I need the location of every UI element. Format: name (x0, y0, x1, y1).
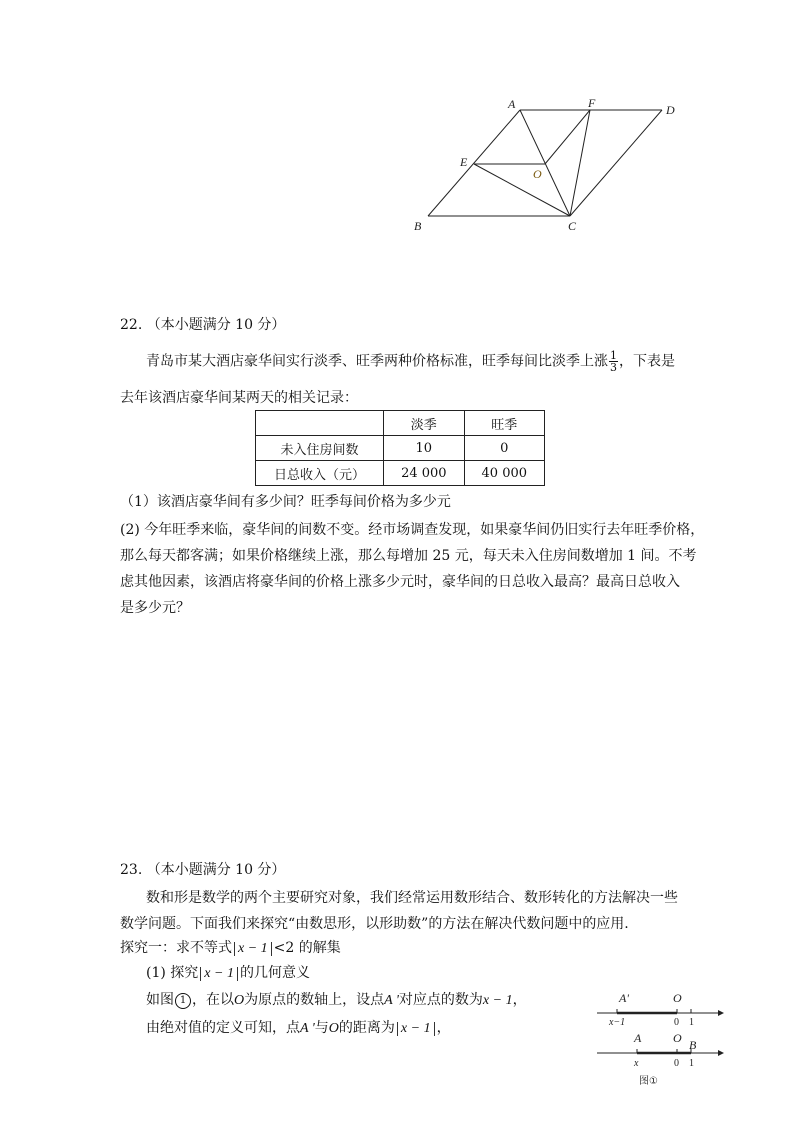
explore-one (120, 938, 341, 958)
label-zero: 0 (674, 1017, 679, 1028)
segment-AB (428, 110, 520, 216)
label-x: x (634, 1058, 639, 1069)
q23-intro-line2: 数学问题。下面我们来探究“由数思形，以形助数”的方法在解决代数问题中的应用. (120, 916, 629, 932)
label-one: 1 (689, 1017, 694, 1028)
number-line-figure (595, 985, 735, 1090)
label-A: A (634, 1031, 642, 1045)
label-C: C (568, 219, 577, 233)
q23-title (120, 860, 285, 880)
segment-FO (545, 110, 590, 164)
abs-expression: x − 1 (397, 1022, 435, 1036)
text-fragment: 与 (314, 1020, 329, 1036)
label-O: O (673, 991, 682, 1005)
q23-header: （本小题满分 10 分） (146, 862, 286, 878)
figure-text-line1 (146, 990, 527, 1011)
q22-sub1: （1）该酒店豪华间有多少间？旺季每间价格为多少元 (120, 494, 451, 510)
q22-sub2-line3: 虑其他因素，该酒店将豪华间的价格上涨多少元时，豪华间的日总收入最高？最高日总收入 (120, 574, 680, 590)
q23-intro-line1: 数和形是数学的两个主要研究对象，我们经常运用数形结合、数形转化的方法解决一些 (146, 890, 678, 906)
label-B: B (689, 1038, 697, 1052)
label-D: D (666, 103, 675, 117)
table-cell: 0 (464, 436, 544, 461)
table-cell: 24 000 (384, 461, 464, 486)
segment-FC (570, 110, 590, 216)
math-var: O (328, 1021, 339, 1036)
table-cell: 10 (384, 436, 464, 461)
abs-expression: x − 1 (200, 967, 238, 981)
q22-sub2-line1: (2) 今年旺季来临，豪华间的间数不变。经市场调查发现，如果豪华间仍旧实行去年旺季价格， (120, 522, 705, 538)
q22-para1-a: 青岛市某大酒店豪华间实行淡季、旺季两种价格标准，旺季每间比淡季上涨 (146, 353, 608, 370)
label-A: A (508, 97, 516, 111)
math-var: O (234, 993, 245, 1008)
text-fragment: 对应点的数为 (398, 992, 483, 1008)
math-var: A ' (300, 1021, 315, 1036)
q22-para2: 去年该酒店豪华间某两天的相关记录： (120, 390, 358, 406)
segment-CD (570, 110, 662, 216)
text-fragment: ， (512, 992, 527, 1008)
circled-number: 1 (175, 993, 191, 1009)
q23-number: 23. (120, 862, 143, 878)
label-x-minus-1: x−1 (609, 1017, 626, 1028)
record-table (255, 410, 545, 486)
table-cell: 40 000 (464, 461, 544, 486)
q22-title (120, 315, 285, 335)
q22-para1 (146, 350, 675, 373)
label-zero: 0 (674, 1058, 679, 1069)
text-fragment: 的距离为 (338, 1020, 395, 1036)
segment-AC (520, 110, 570, 216)
fraction-one-third: $\frac{1}{3}$ (610, 349, 617, 374)
label-O: O (533, 167, 542, 181)
label-O: O (673, 1031, 682, 1045)
table-cell: 日总收入（元） (256, 461, 384, 486)
segment-EC (474, 164, 570, 216)
table-cell: 未入住房间数 (256, 436, 384, 461)
parallelogram-figure (400, 90, 700, 240)
label-E: E (460, 155, 468, 169)
step-one-label: (1) 探究 (146, 965, 199, 981)
table-header-row (256, 411, 545, 436)
q22-para1-b: ，下表是 (619, 353, 675, 370)
text-fragment: 如图 (146, 992, 174, 1008)
table-cell (256, 411, 384, 436)
table-cell: 淡季 (384, 411, 464, 436)
figure-caption: 图① (639, 1076, 658, 1087)
abs-expression: x − 1 (234, 942, 272, 956)
math-expression: x − 1 (482, 993, 513, 1008)
step-one-rest: 的几何意义 (239, 965, 310, 981)
explore-one-label: 探究一：求不等式 (120, 940, 232, 956)
table-row (256, 436, 545, 461)
figure-text-line2 (146, 1018, 451, 1039)
inequality-rest: <2 的解集 (273, 940, 341, 956)
text-fragment: ，在以 (192, 992, 234, 1008)
math-var: A ' (384, 993, 399, 1008)
label-one: 1 (689, 1058, 694, 1069)
q22-sub2-line4: 是多少元？ (120, 600, 190, 616)
q22-header: （本小题满分 10 分） (146, 317, 286, 333)
label-B: B (414, 219, 422, 233)
label-A-prime: A' (619, 991, 629, 1005)
q22-number: 22. (120, 317, 143, 333)
table-row (256, 461, 545, 486)
text-fragment: ， (436, 1020, 451, 1036)
text-fragment: 为原点的数轴上，设点 (244, 992, 385, 1008)
q22-sub2-line2: 那么每天都客满；如果价格继续上涨，那么每增加 25 元，每天未入住房间数增加 1 间。不考 (120, 548, 697, 564)
label-F: F (588, 96, 596, 110)
table-cell: 旺季 (464, 411, 544, 436)
text-fragment: 由绝对值的定义可知，点 (146, 1020, 300, 1036)
step-one (146, 963, 310, 983)
